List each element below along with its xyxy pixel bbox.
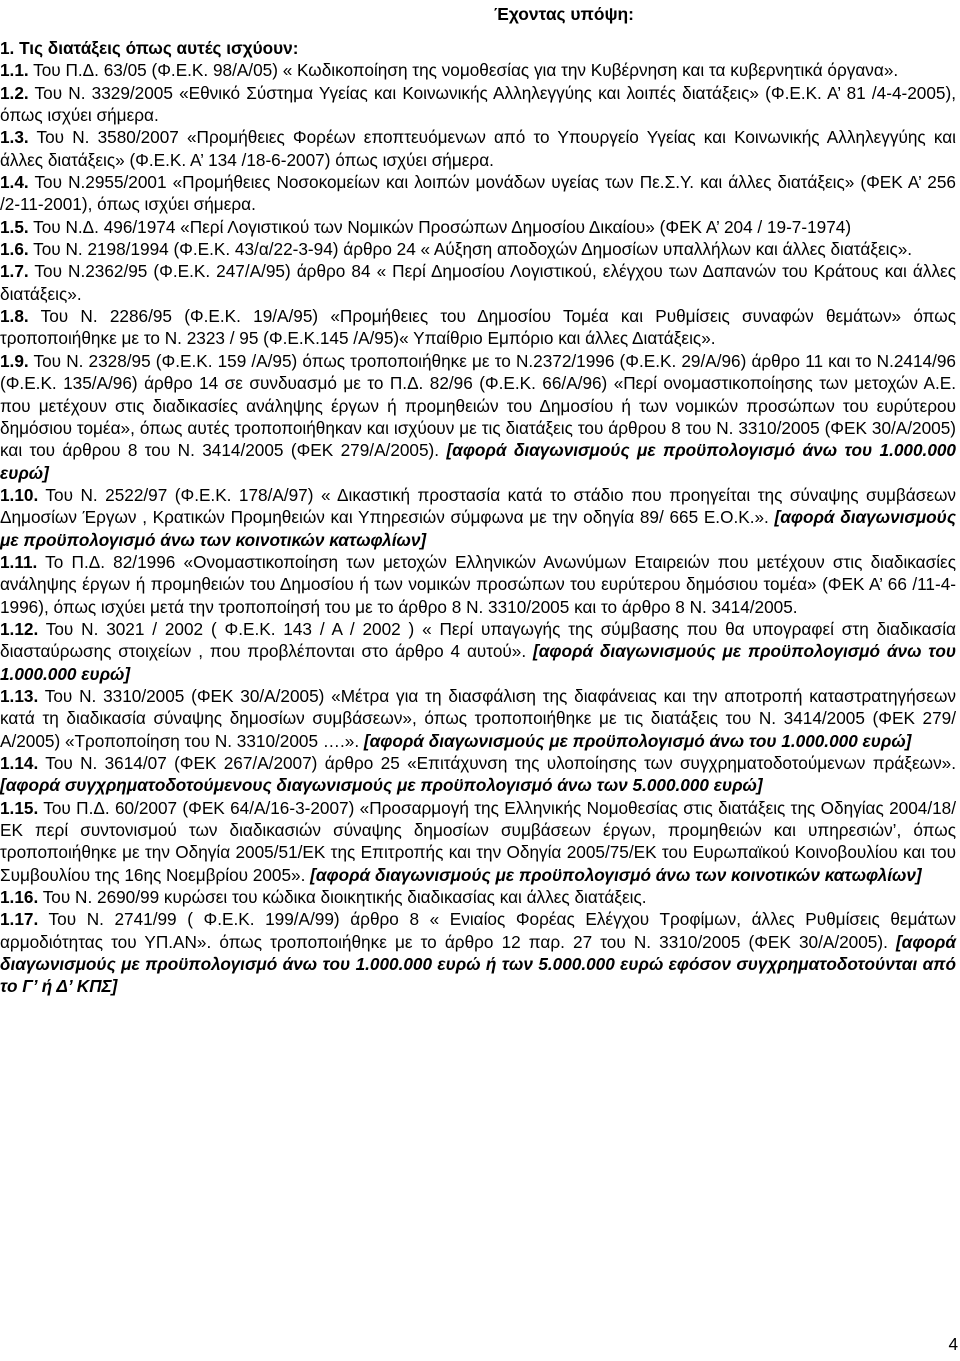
item-text: Του Ν. 3614/07 (ΦΕΚ 267/Α/2007) άρθρο 25 «Επιτάχυνση της υλοποίησης των συγχρηματοδοτούμενων πράξεων». xyxy=(38,753,956,773)
item-text: Του Ν. 2741/99 ( Φ.Ε.Κ. 199/Α/99) άρθρο 8 « Ενιαίος Φορέας Ελέγχου Τροφίμων, άλλες Ρυθμίσεις θεμάτων αρμοδιότητας του ΥΠ.ΑΝ». όπως τροποποιήθηκε με το άρθρο 12 παρ. 27 του Ν. 3310/2005 (ΦΕΚ 30/Α/2005). xyxy=(0,909,956,952)
item-number: 1.7. xyxy=(0,261,29,282)
item-number: 1.16. xyxy=(0,887,39,908)
item-text: Το Π.Δ. 82/1996 «Ονομαστικοποίηση των μετοχών Ελληνικών Ανωνύμων Εταιρειών που μετέχουν στις διαδικασίες ανάληψης έργων ή προμηθειών του Δημοσίου ή των νομικών προσώπων του ευρύτερου δημόσιου τομέα» (ΦΕΚ Α’ 66 /11-4-1996), όπως ισχύει μετά την τροποποίησή του με το άρθρο 8 Ν. 3310/2005 και το άρθρο 8 Ν. 3414/2005. xyxy=(0,551,956,617)
item-number: 1.9. xyxy=(0,350,29,371)
item-text: Του Ν. 2690/99 κυρώσει του κώδικα διοικητικής διαδικασίας και άλλες διατάξεις. xyxy=(38,887,647,908)
item-text: Του Ν. 3310/2005 (ΦΕΚ 30/Α/2005) «Μέτρα για τη διασφάλιση της διαφάνειας και την αποτροπή καταστρατηγήσεων κατά τη διαδικασία σύναψης δημοσίων συμβάσεων», όπως τροποποιήθηκε με τις διατάξεις του Ν. 3414/2005 (ΦΕΚ 279/Α/2005) «Τροποποίηση του Ν. 3310/2005 ….». xyxy=(0,685,956,751)
item-text: Του Ν. 3021 / 2002 ( Φ.Ε.Κ. 143 / Α / 2002 ) « Περί υπαγωγής της σύμβασης που θα υπογραφεί στη διαδικασία διασταύρωσης στοιχείων , που προβλέπονται στο άρθρο 4 αυτού». xyxy=(0,618,956,662)
item-number: 1.3. xyxy=(0,127,29,148)
item-number: 1.15. xyxy=(0,797,39,818)
item-number: 1.12. xyxy=(0,618,39,639)
list-item xyxy=(0,82,956,127)
item-note: [αφορά διαγωνισμούς με προϋπολογισμό άνω των κοινοτικών κατωφλίων] xyxy=(0,507,956,550)
list-item xyxy=(0,59,956,81)
list-item xyxy=(0,752,956,797)
item-note: [αφορά διαγωνισμούς με προϋπολογισμό άνω του 1.000.000 ευρώ] xyxy=(363,730,912,751)
list-item xyxy=(0,618,956,685)
list-item xyxy=(0,886,956,908)
item-note: [αφορά διαγωνισμούς με προϋπολογισμό άνω του 1.000.000 ευρώ] xyxy=(0,641,956,684)
section-title: 1. Τις διατάξεις όπως αυτές ισχύουν: xyxy=(0,38,299,58)
item-text: Του Π.Δ. 63/05 (Φ.Ε.Κ. 98/Α/05) « Κωδικοποίηση της νομοθεσίας για την Κυβέρνηση και τα κυβερνητικά όργανα». xyxy=(28,60,899,81)
item-text: Του Ν.2955/2001 «Προμήθειες Νοσοκομείων και λοιπών μονάδων υγείας των Πε.Σ.Υ. και άλλες διατάξεις» (ΦΕΚ Α’ 256 /2-11-2001), όπως ισχύει σήμερα. xyxy=(0,172,956,215)
list-item xyxy=(0,171,956,216)
item-number: 1.4. xyxy=(0,172,29,193)
page-number: 4 xyxy=(948,1334,958,1354)
item-number: 1.10. xyxy=(0,484,39,505)
list-item xyxy=(0,216,956,238)
list-item xyxy=(0,551,956,618)
list-item xyxy=(0,797,956,886)
item-text: Του Π.Δ. 60/2007 (ΦΕΚ 64/Α/16-3-2007) «Προσαρμογή της Ελληνικής Νομοθεσίας στις διατάξεις της Οδηγίας 2004/18/ΕΚ περί συντονισμού των διαδικασιών σύναψης δημοσίων συμβάσεων έργων, προμηθειών και υπηρεσιών’, όπως τροποποιήθηκε με την Οδηγία 2005/51/ΕΚ της Επιτροπής και την Οδηγία 2005/75/ΕΚ του Ευρωπαϊκού Κοινοβουλίου και του Συμβουλίου της 16ης Νοεμβρίου 2005». xyxy=(0,797,956,885)
item-number: 1.1. xyxy=(0,60,29,81)
item-number: 1.5. xyxy=(0,216,29,237)
list-item xyxy=(0,305,956,350)
item-text: Του Ν. 2328/95 (Φ.Ε.Κ. 159 /Α/95) όπως τροποποιήθηκε με το Ν.2372/1996 (Φ.Ε.Κ. 29/Α/96) άρθρο 11 και το Ν.2414/96 (Φ.Ε.Κ. 135/Α/96) άρθρο 14 σε συνδυασμό με το Π.Δ. 82/96 (Φ.Ε.Κ. 66/Α/96) «Περί ονομαστικοποίησης των μετοχών Α.Ε. που μετέχουν στις διαδικασίες ανάληψης έργων ή προμηθειών του Δημοσίου ή των νομικών προσώπων του ευρύτερου δημόσιου τομέα», όπως αυτές τροποποιήθηκαν και ισχύουν με τις διατάξεις του άρθρου 8 του Ν. 3310/2005 (ΦΕΚ 30/Α/2005) και του άρθρου 8 του Ν. 3414/2005 (ΦΕΚ 279/Α/2005). xyxy=(0,350,956,461)
list-item xyxy=(0,484,956,551)
list-item xyxy=(0,126,956,171)
list-item xyxy=(0,238,956,260)
item-number: 1.6. xyxy=(0,239,29,260)
list-item xyxy=(0,685,956,752)
item-text: Του Ν. 2198/1994 (Φ.Ε.Κ. 43/α/22-3-94) άρθρο 24 « Αύξηση αποδοχών Δημοσίων υπαλλήλων και άλλες διατάξεις». xyxy=(28,239,913,260)
item-note: [αφορά διαγωνισμούς με προϋπολογισμό άνω του 1.000.000 ευρώ] xyxy=(0,440,956,483)
list-item xyxy=(0,350,956,484)
list-item xyxy=(0,260,956,305)
item-number: 1.13. xyxy=(0,685,39,706)
item-note: [αφορά διαγωνισμούς με προϋπολογισμό άνω των κοινοτικών κατωφλίων] xyxy=(310,864,922,885)
item-text: Του Ν.Δ. 496/1974 «Περί Λογιστικού των Νομικών Προσώπων Δημοσίου Δικαίου» (ΦΕΚ Α’ 204 / 19-7-1974) xyxy=(28,216,852,237)
item-number: 1.17. xyxy=(0,909,39,930)
item-text: Του Ν. 2522/97 (Φ.Ε.Κ. 178/Α/97) « Δικαστική προστασία κατά το στάδιο που προηγείται της σύναψης συμβάσεων Δημοσίων Έργων , Κρατικών Προμηθειών και Υπηρεσιών σύμφωνα με την οδηγία 89/ 665 Ε.Ο.Κ.». xyxy=(0,484,956,528)
item-number: 1.8. xyxy=(0,306,29,327)
document-body xyxy=(0,37,956,998)
item-text: Του Ν. 3580/2007 «Προμήθειες Φορέων εποπτευόμενων από το Υπουργείο Υγείας και Κοινωνικής Αλληλεγγύης και άλλες διατάξεις» (Φ.Ε.Κ. Α’ 134 /18-6-2007) όπως ισχύει σήμερα. xyxy=(0,127,956,170)
document-heading: Έχοντας υπόψη: xyxy=(494,4,634,24)
item-number: 1.14. xyxy=(0,753,39,773)
item-text: Του Ν.2362/95 (Φ.Ε.Κ. 247/Α/95) άρθρο 84 « Περί Δημοσίου Λογιστικού, ελέγχου των Δαπανών του Κράτους και άλλες διατάξεις». xyxy=(0,261,956,304)
item-text: Του Ν. 3329/2005 «Εθνικό Σύστημα Υγείας και Κοινωνικής Αλληλεγγύης και λοιπές διατάξεις» (Φ.Ε.Κ. Α’ 81 /4-4-2005), όπως ισχύει σήμερα. xyxy=(0,82,956,126)
item-number: 1.11. xyxy=(0,551,38,572)
list-item xyxy=(0,908,956,997)
item-note: [αφορά διαγωνισμούς με προϋπολογισμό άνω του 1.000.000 ευρώ ή των 5.000.000 ευρώ εφόσον συγχρηματοδοτούνται από το Γ’ ή Δ’ ΚΠΣ] xyxy=(0,931,956,997)
item-text: Του Ν. 2286/95 (Φ.Ε.Κ. 19/Α/95) «Προμήθειες του Δημοσίου Τομέα και Ρυθμίσεις συναφών θεμάτων» όπως τροποποιήθηκε με το Ν. 2323 / 95 (Φ.Ε.Κ.145 /Α/95)« Υπαίθριο Εμπόριο και άλλες Διατάξεις». xyxy=(0,306,956,349)
item-note: [αφορά συγχρηματοδοτούμενους διαγωνισμούς με προϋπολογισμό άνω των 5.000.000 ευρώ] xyxy=(0,775,763,796)
item-number: 1.2. xyxy=(0,82,29,103)
